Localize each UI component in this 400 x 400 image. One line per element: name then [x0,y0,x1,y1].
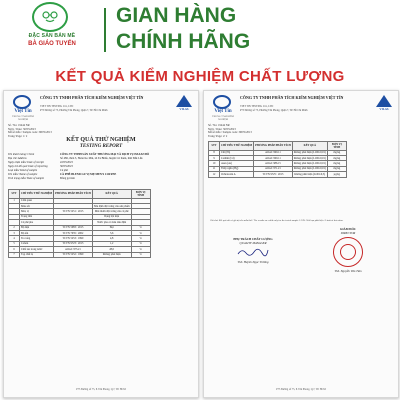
table-cell: 10 [209,161,220,166]
table-cell: mg/kg [327,166,346,171]
table-body [209,150,347,177]
table-cell: % [131,225,150,230]
info-value: 22/03/2023 [60,161,73,164]
lab-company-info [40,105,170,112]
results-table [208,141,347,178]
table-cell: mg/kg [327,155,346,160]
table-cell: Ochratoxin A [220,172,254,177]
company-stamp-icon [333,237,363,267]
header [0,0,400,62]
table-cell: Cafein [20,241,54,246]
info-key: Ngày nhận mẫu/ Date of receipt [8,161,44,164]
table-cell: 4 [9,236,20,241]
lab-company-info [240,105,370,112]
table-cell: Chì (Pb) [220,150,254,155]
table-cell: 12 [209,172,220,177]
table-cell: TCVN 9723 : 2013 [54,241,93,246]
table-cell: TCVN 7035 : 2002 [54,230,93,235]
table-cell: 11 [209,166,220,171]
meta-line: Ngày / Date: 30/03/2023 [208,127,236,131]
col-header: KẾT QUẢ [292,142,327,151]
table-cell: 3 [9,230,20,235]
table-cell: 2 [9,225,20,230]
signature-title: PHỤ TRÁCH CHẤT LƯỢNG [233,237,273,241]
meta-line: Ngày / Date: 30/03/2023 [8,127,36,131]
lab-logo-name: Việt Tín [14,109,32,114]
doc-header [8,95,194,123]
table-header-row [209,142,347,151]
vilas-label: VILAS [179,107,189,111]
table-cell: TCVN 5253 : 1990 [54,236,93,241]
table-cell: AOAC 971.21 [254,166,293,171]
signer-name: ThS. Huỳnh Ngọc Trường [237,260,269,264]
table-cell: Cà phê pha [20,220,54,225]
table-row [9,252,151,257]
results-table [8,189,151,258]
lab-company-name [40,95,170,100]
table-cell: Asen (As) [220,161,254,166]
table-cell: 3,6 [92,230,131,235]
lab-logo-ring-icon [13,95,31,109]
table-cell: mg/kg [327,150,346,155]
info-key: Loại mẫu/ Kind of sample [8,169,38,172]
table-cell: Đạt [92,225,131,230]
lab-logo-line: TRUNG TÂM KIỂM NGHIỆM [212,115,234,121]
table-cell: AOAC 986.15 [254,161,293,166]
col-header: CHỈ TIÊU THỬ NGHIỆM [220,142,254,151]
table-cell: 1 [9,198,20,203]
table-body [9,198,151,257]
table-cell: TCVN 5083 : 2015 [54,225,93,230]
company-name-vi: CÔNG TY TNHH PHÂN TÍCH KIỂM NGHIỆM VIỆT TÍN [40,95,144,100]
test-report-page-1 [3,90,199,398]
signature-subtitle: QUALITY MANAGER [239,241,267,245]
company-address: P75 Đường số 75, Phường Tân Phong, Quận 7, TP. Hồ Chí Minh [240,108,308,112]
info-value: CÀ PHÊ BLEND GU VỊ MẸ MEN'S COFFEE [60,173,117,176]
vilas-badge [174,95,194,117]
table-cell: Cảm quan [20,198,54,203]
table-cell: mg/kg [327,161,346,166]
meta-line: Số / No: 19444 NR [8,124,30,127]
table-cell: TCVN 9725 : 2013 [254,172,293,177]
meta-line: Số / No: 19444 NR [208,124,230,127]
vilas-label: VILAS [379,107,389,111]
logo-brand: ĐẶC SẢN BẢN MỀ [28,33,76,39]
table-cell: Trạng thái [20,214,54,219]
table-cell: TCVN 5251 : 2015 [54,209,93,214]
signature-title: GIÁM ĐỐC [340,227,356,231]
lab-company-name [240,95,370,100]
page-title: KẾT QUẢ KIỂM NGHIỆM CHẤT LƯỢNG [55,68,345,85]
table-cell: Tạp chất lạ [20,252,54,257]
info-value: CÔNG TY TNHH SẢN XUẤT THƯƠNG MẠI VÀ DỊCH VỤ HAZAN BÒ [60,153,150,156]
table-cell: % [131,230,150,235]
header-divider [104,8,106,52]
slogan-line-2: CHÍNH HÃNG [116,30,251,53]
company-name-vi: CÔNG TY TNHH PHÂN TÍCH KIỂM NGHIỆM VIỆT TÍN [240,95,344,100]
table-cell: Tro tổng [20,236,54,241]
page-footer: P75 Đường số 75, P. Tân Phong, Q.7, TP. HCM [276,388,326,391]
test-report-page-2 [203,90,399,398]
col-header: CHỈ TIÊU THỬ NGHIỆM [20,190,54,199]
table-cell: 1,2 [92,241,131,246]
report-notes: Ghi chú: Kết quả chỉ có giá trị trên mẫu thử / The results are valid only for the tested sample. LOD: Giới hạn phát hiện / Limit of detection. [210,219,344,222]
table-cell: AOAC 999.11 [254,150,293,155]
client-info [8,153,194,181]
meta-line: Mã số mẫu / Sample code: 30679.2013 [8,131,52,135]
table-header-row [9,190,151,199]
lab-logo-ring-icon [213,95,231,109]
lab-logo [8,95,38,119]
table-cell: Không phát hiện [92,252,131,257]
vilas-triangle-icon [376,95,392,107]
table-cell: Độ ẩm [20,230,54,235]
info-value: Cà phê [60,169,68,172]
col-header: KẾT QUẢ [92,190,131,199]
table-cell: Nâu đậm đặc trưng của sản phẩm [93,204,130,208]
info-value: Đồng gói kín [60,177,75,180]
signature-scribble-icon [236,247,270,257]
table-cell: % [131,247,150,252]
table-cell: 5 [9,241,20,246]
table-cell: 8 [209,150,220,155]
page-footer: P75 Đường số 75, P. Tân Phong, Q.7, TP. HCM [76,388,126,391]
shop-logo [2,0,102,58]
company-address: P75 Đường số 75, Phường Tân Phong, Quận 7, TP. Hồ Chí Minh [40,108,108,112]
col-header: PHƯƠNG PHÁP PHÂN TÍCH [254,142,293,151]
info-key: Tên khách hàng/ Client [8,153,35,156]
slogan-line-1: GIAN HÀNG [116,4,237,27]
vilas-badge [374,95,394,117]
report-title: KẾT QUẢ THỬ NGHIỆM [66,137,136,143]
table-cell: 4,8 [92,236,131,241]
signature-subtitle: DIRECTOR [340,231,356,235]
lab-logo-name: Việt Tín [214,109,232,114]
info-key: Địa chỉ/ Address [8,157,27,160]
logo-subtitle: BÀ GIÁO TUYẾN [28,41,76,47]
vilas-triangle-icon [176,95,192,107]
table-cell: TCVN 5252 : 1990 [54,252,93,257]
table-cell: µg/kg [327,172,346,177]
table-cell: % [131,236,150,241]
table-cell: Dạng bột mịn [92,214,131,219]
logo-face-icon [32,2,68,32]
meta-line: Trang/ Page: 1/ 2 [8,134,28,138]
lab-logo [208,95,238,119]
signature-quality-manager [218,237,288,264]
info-key: Ngày trả kết quả/ Date of reporting [8,165,48,168]
table-cell: Chất tan trong nước [20,247,54,252]
info-key: Tình trạng mẫu/ State of sample [8,177,44,180]
table-cell: Không phát hiện (LOD=0,5) [292,172,327,177]
meta-line: Trang/ Page: 2/ 2 [208,134,228,138]
table-cell: AOAC 973.21 [54,247,93,252]
table-cell: Không phát hiện (LOD=0,01) [293,151,326,155]
signature-director [312,227,384,273]
table-cell: Không phát hiện (LOD=0,01) [293,167,326,171]
table-cell: % [131,252,150,257]
table-cell: 28,0 [92,247,131,252]
table-cell: 7 [9,252,20,257]
report-subtitle: TESTING REPORT [79,144,123,149]
col-header: ĐƠN VỊ TÍNH [131,190,150,199]
table-cell: Thủy ngân (Hg) [220,166,254,171]
info-value: Số 486, thôn 3, Hoàn Ko Mùi, xã Ea Bhốk, huyện Cư Kuin, tỉnh Đắk Lắk [60,157,143,160]
col-header: STT [209,142,220,151]
col-header: PHƯƠNG PHÁP PHÂN TÍCH [54,190,93,199]
table-cell: Mùi thơm đặc trưng của cà phê [92,209,131,214]
company-name-en: VIET TIN TESTING CO., LTD [40,105,74,108]
table-cell: Mùi, vị [20,209,54,214]
signer-name: ThS. Nguyễn Văn Tâm [334,269,362,273]
col-header: ĐƠN VỊ TÍNH [327,142,346,151]
table-row [209,172,347,177]
lab-logo-line: TRUNG TÂM KIỂM NGHIỆM [12,115,34,121]
meta-line: Mã số mẫu / Sample code: 30679.2013 [208,131,252,135]
info-key: Tên mẫu/ Name of sample [8,173,38,176]
info-value: 30/03/2023 [60,165,73,168]
table-cell: 9 [209,155,220,160]
info-row [8,177,194,181]
col-header: STT [9,190,20,199]
company-name-en: VIET TIN TESTING CO., LTD [240,105,274,108]
doc-header [208,95,394,123]
table-cell: Độ mịn [20,225,54,230]
table-cell: % [131,241,150,246]
table-cell: Nước pha có màu nâu đậm [92,220,131,225]
table-cell: Không phát hiện (LOD=0,01) [293,156,326,160]
table-cell: 6 [9,247,20,252]
table-cell: Màu sắc [20,203,54,208]
table-cell: Không phát hiện (LOD=0,01) [293,161,326,165]
report-meta [208,124,252,138]
table-cell: Cadimi (Cd) [220,155,254,160]
table-cell: AOAC 999.11 [254,155,293,160]
